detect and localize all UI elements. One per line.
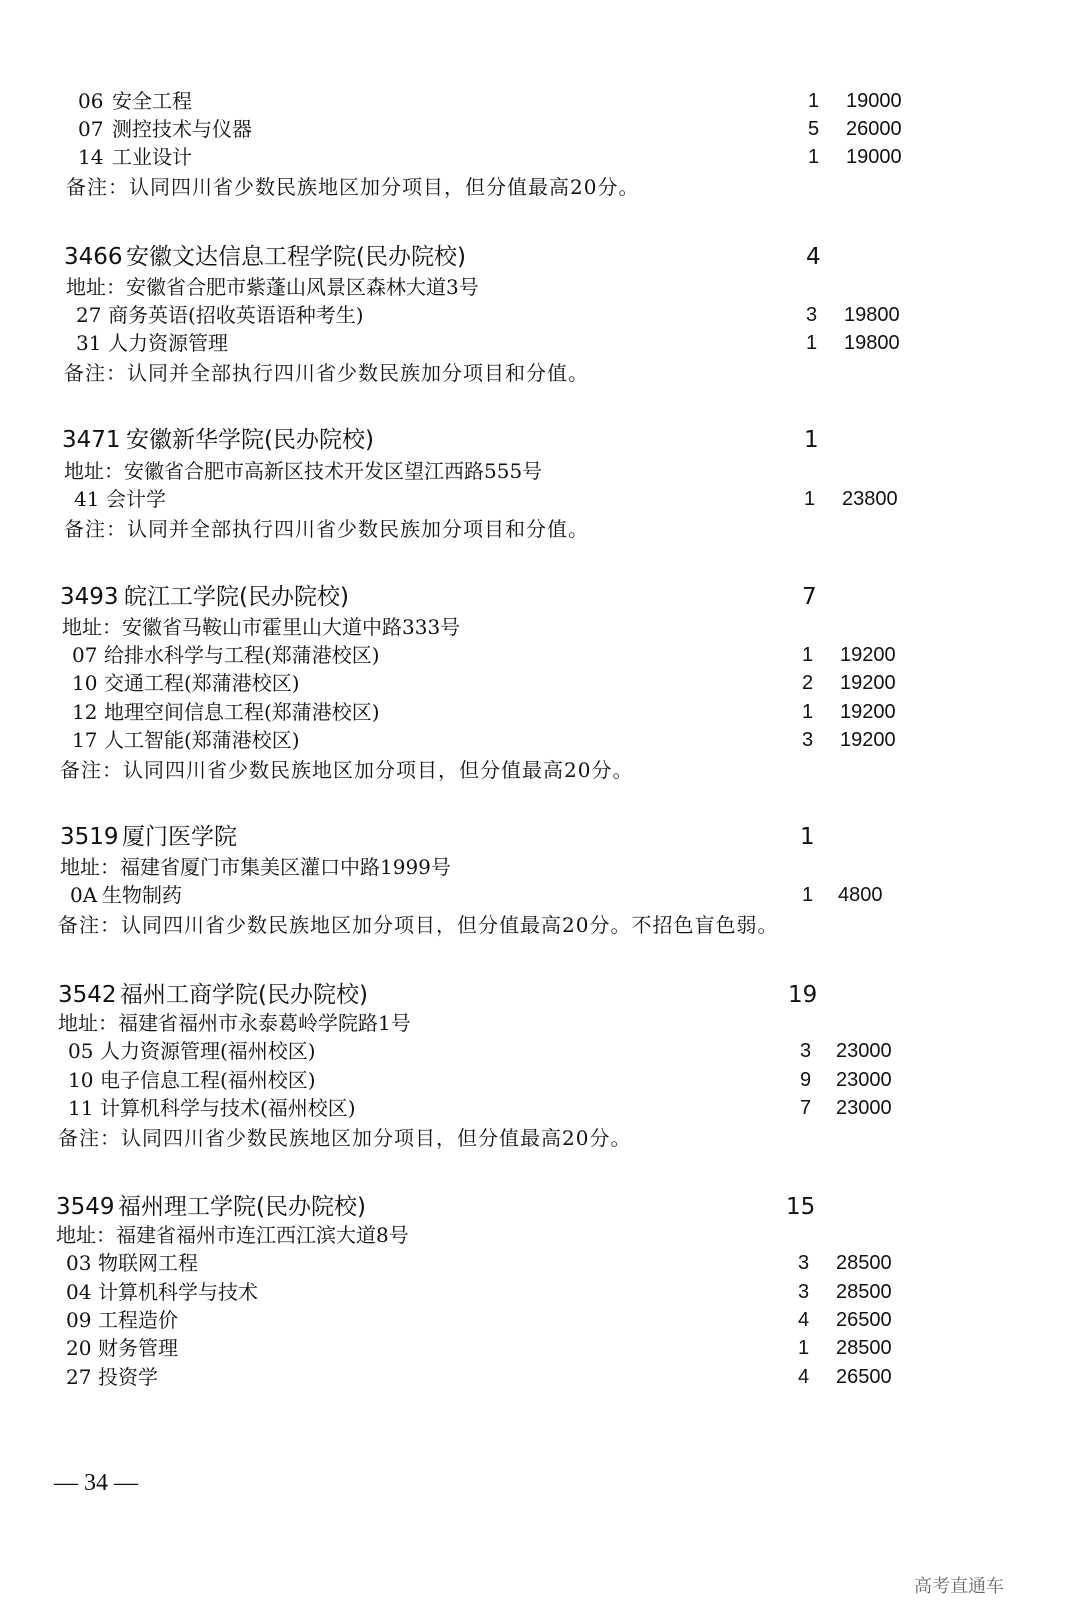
major-row bbox=[0, 484, 1080, 514]
major-code: 14 bbox=[78, 145, 104, 169]
major-plan: 1 bbox=[802, 701, 814, 723]
school-address: 地址：福建省福州市永泰葛岭学院路1号 bbox=[58, 1011, 411, 1035]
major-fee: 23800 bbox=[842, 488, 898, 510]
note-row bbox=[0, 172, 1080, 202]
major-fee: 19200 bbox=[840, 672, 896, 694]
major-fee: 19000 bbox=[846, 90, 902, 112]
major-plan: 1 bbox=[808, 146, 820, 168]
major-row bbox=[0, 328, 1080, 358]
major-code: 05 bbox=[68, 1039, 94, 1063]
major-name: 电子信息工程(福州校区) bbox=[100, 1068, 316, 1092]
major-plan: 3 bbox=[798, 1252, 810, 1274]
school-note: 备注：认同并全部执行四川省少数民族加分项目和分值。 bbox=[64, 361, 589, 385]
school-note: 备注：认同四川省少数民族地区加分项目，但分值最高20分。 bbox=[60, 758, 634, 782]
major-name: 会计学 bbox=[106, 487, 166, 511]
major-row bbox=[0, 1065, 1080, 1095]
major-name: 投资学 bbox=[98, 1365, 158, 1389]
major-fee: 26000 bbox=[846, 118, 902, 140]
note-row bbox=[0, 358, 1080, 388]
school-header bbox=[0, 822, 1080, 852]
major-name: 人力资源管理 bbox=[108, 331, 228, 355]
major-fee: 23000 bbox=[836, 1097, 892, 1119]
major-fee: 4800 bbox=[838, 884, 883, 906]
major-code: 12 bbox=[72, 700, 98, 724]
major-name: 地理空间信息工程(郑蒲港校区) bbox=[104, 700, 380, 724]
school-address: 地址：安徽省合肥市紫蓬山风景区森林大道3号 bbox=[66, 275, 479, 299]
school-name: 福州工商学院(民办院校) bbox=[120, 982, 368, 1008]
note-row bbox=[0, 910, 1080, 940]
school-header bbox=[0, 582, 1080, 612]
major-fee: 26500 bbox=[836, 1366, 892, 1388]
major-name: 交通工程(郑蒲港校区) bbox=[104, 671, 300, 695]
major-plan: 1 bbox=[804, 488, 816, 510]
major-fee: 19200 bbox=[840, 701, 896, 723]
major-code: 20 bbox=[66, 1336, 92, 1360]
school-total: 1 bbox=[800, 824, 815, 850]
major-row bbox=[0, 142, 1080, 172]
school-note: 备注：认同四川省少数民族地区加分项目，但分值最高20分。不招色盲色弱。 bbox=[58, 913, 779, 937]
school-address: 地址：福建省福州市连江西江滨大道8号 bbox=[56, 1223, 409, 1247]
address-row bbox=[0, 456, 1080, 486]
major-code: 27 bbox=[76, 303, 102, 327]
school-code: 3549 bbox=[56, 1194, 115, 1220]
major-name: 工程造价 bbox=[98, 1308, 178, 1332]
major-row bbox=[0, 668, 1080, 698]
major-code: 11 bbox=[68, 1096, 94, 1120]
major-code: 07 bbox=[78, 117, 104, 141]
school-note: 备注：认同四川省少数民族地区加分项目，但分值最高20分。 bbox=[66, 175, 640, 199]
major-fee: 26500 bbox=[836, 1309, 892, 1331]
major-plan: 1 bbox=[798, 1337, 810, 1359]
major-plan: 4 bbox=[798, 1309, 810, 1331]
major-row bbox=[0, 1362, 1080, 1392]
note-row bbox=[0, 514, 1080, 544]
major-plan: 4 bbox=[798, 1366, 810, 1388]
school-code: 3471 bbox=[62, 427, 121, 453]
major-row bbox=[0, 725, 1080, 755]
major-row bbox=[0, 880, 1080, 910]
major-name: 计算机科学与技术 bbox=[98, 1280, 258, 1304]
address-row bbox=[0, 612, 1080, 642]
major-code: 31 bbox=[76, 331, 102, 355]
school-note: 备注：认同四川省少数民族地区加分项目，但分值最高20分。 bbox=[58, 1126, 632, 1150]
school-name: 安徽文达信息工程学院(民办院校) bbox=[126, 244, 466, 270]
school-name: 皖江工学院(民办院校) bbox=[124, 584, 349, 610]
major-plan: 2 bbox=[802, 672, 814, 694]
major-code: 17 bbox=[72, 728, 98, 752]
school-total: 15 bbox=[786, 1194, 816, 1220]
major-code: 04 bbox=[66, 1280, 92, 1304]
major-name: 物联网工程 bbox=[98, 1251, 198, 1275]
major-name: 给排水科学与工程(郑蒲港校区) bbox=[104, 643, 380, 667]
major-code: 09 bbox=[66, 1308, 92, 1332]
major-row bbox=[0, 300, 1080, 330]
major-name: 计算机科学与技术(福州校区) bbox=[100, 1096, 356, 1120]
school-address: 地址：福建省厦门市集美区灌口中路1999号 bbox=[60, 855, 451, 879]
major-row bbox=[0, 114, 1080, 144]
major-name: 生物制药 bbox=[102, 883, 182, 907]
school-total: 7 bbox=[802, 584, 817, 610]
major-row bbox=[0, 697, 1080, 727]
address-row bbox=[0, 1008, 1080, 1038]
major-code: 41 bbox=[74, 487, 100, 511]
major-plan: 1 bbox=[802, 884, 814, 906]
school-code: 3542 bbox=[58, 982, 117, 1008]
major-fee: 19800 bbox=[844, 332, 900, 354]
major-row bbox=[0, 86, 1080, 116]
major-code: 07 bbox=[72, 643, 98, 667]
school-name: 厦门医学院 bbox=[122, 824, 237, 850]
major-plan: 9 bbox=[800, 1069, 812, 1091]
major-code: 03 bbox=[66, 1251, 92, 1275]
major-row bbox=[0, 1248, 1080, 1278]
note-row bbox=[0, 1123, 1080, 1153]
major-plan: 1 bbox=[806, 332, 818, 354]
major-row bbox=[0, 1093, 1080, 1123]
major-row bbox=[0, 1305, 1080, 1335]
major-plan: 3 bbox=[806, 304, 818, 326]
address-row bbox=[0, 272, 1080, 302]
address-row bbox=[0, 852, 1080, 882]
major-row bbox=[0, 1333, 1080, 1363]
major-row bbox=[0, 1036, 1080, 1066]
watermark: 高考直通车 bbox=[914, 1576, 1004, 1597]
major-code: 0A bbox=[70, 883, 98, 907]
school-header bbox=[0, 242, 1080, 272]
major-row bbox=[0, 1277, 1080, 1307]
school-name: 福州理工学院(民办院校) bbox=[118, 1194, 366, 1220]
major-code: 06 bbox=[78, 89, 104, 113]
major-fee: 19200 bbox=[840, 729, 896, 751]
major-code: 10 bbox=[68, 1068, 94, 1092]
major-plan: 3 bbox=[798, 1281, 810, 1303]
school-total: 4 bbox=[806, 244, 821, 270]
major-row bbox=[0, 640, 1080, 670]
major-code: 27 bbox=[66, 1365, 92, 1389]
school-code: 3493 bbox=[60, 584, 119, 610]
address-row bbox=[0, 1220, 1080, 1250]
major-plan: 3 bbox=[800, 1040, 812, 1062]
major-fee: 19800 bbox=[844, 304, 900, 326]
major-name: 安全工程 bbox=[112, 89, 192, 113]
major-plan: 7 bbox=[800, 1097, 812, 1119]
major-fee: 28500 bbox=[836, 1337, 892, 1359]
school-address: 地址：安徽省马鞍山市霍里山大道中路333号 bbox=[62, 615, 461, 639]
school-header bbox=[0, 1192, 1080, 1222]
major-fee: 28500 bbox=[836, 1252, 892, 1274]
major-plan: 1 bbox=[802, 644, 814, 666]
school-address: 地址：安徽省合肥市高新区技术开发区望江西路555号 bbox=[64, 459, 543, 483]
major-code: 10 bbox=[72, 671, 98, 695]
major-fee: 23000 bbox=[836, 1069, 892, 1091]
major-plan: 3 bbox=[802, 729, 814, 751]
school-note: 备注：认同并全部执行四川省少数民族加分项目和分值。 bbox=[64, 517, 589, 541]
major-plan: 5 bbox=[808, 118, 820, 140]
major-name: 人工智能(郑蒲港校区) bbox=[104, 728, 300, 752]
major-fee: 19200 bbox=[840, 644, 896, 666]
school-code: 3519 bbox=[60, 824, 119, 850]
school-code: 3466 bbox=[64, 244, 123, 270]
major-fee: 23000 bbox=[836, 1040, 892, 1062]
major-name: 工业设计 bbox=[112, 145, 192, 169]
note-row bbox=[0, 755, 1080, 785]
school-total: 1 bbox=[804, 427, 819, 453]
school-header bbox=[0, 425, 1080, 455]
page-number: — 34 — bbox=[54, 1470, 138, 1496]
major-plan: 1 bbox=[808, 90, 820, 112]
major-fee: 19000 bbox=[846, 146, 902, 168]
major-name: 商务英语(招收英语语种考生) bbox=[108, 303, 364, 327]
school-total: 19 bbox=[788, 982, 818, 1008]
major-name: 财务管理 bbox=[98, 1336, 178, 1360]
major-name: 人力资源管理(福州校区) bbox=[100, 1039, 316, 1063]
major-name: 测控技术与仪器 bbox=[112, 117, 252, 141]
major-fee: 28500 bbox=[836, 1281, 892, 1303]
school-name: 安徽新华学院(民办院校) bbox=[126, 427, 374, 453]
school-header bbox=[0, 980, 1080, 1010]
